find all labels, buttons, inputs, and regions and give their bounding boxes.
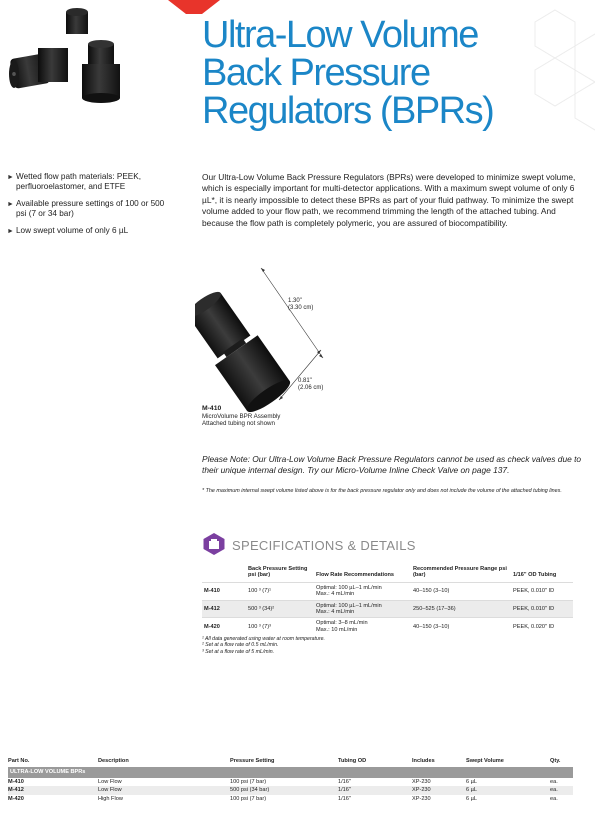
table-row: M-410 100 ³ (7)¹ Optimal: 100 µL–1 mL/min Max.: 4 mL/min 40–150 (3–10) PEEK, 0.010" ID (202, 582, 573, 600)
length-dimension: 1.30" (3.30 cm) (288, 298, 314, 311)
diameter-dimension: 0.81" (2.06 cm) (298, 378, 324, 391)
table-header-row: Part No. Description Pressure Setting Tubing OD Includes Swept Volume Qty. (8, 758, 561, 764)
diagram-caption: M-410 MicroVolume BPR Assembly Attached tubing not shown (202, 405, 352, 428)
feature-item: ► Wetted flow path materials: PEEK, perfluoroelastomer, and ETFE (7, 172, 141, 191)
specifications-footnotes: ¹ All data generated using water at room temperature. ² Set at a flow rate of 0.5 mL/min. ³ Set at a flow rate of 5 mL/min. (202, 636, 325, 655)
table-row: M-410 Low Flow 100 psi (7 bar) 1/16" XP-230 6 µL ea. (8, 778, 558, 785)
specifications-table (202, 566, 573, 635)
please-note-text: Please Note: Our Ultra-Low Volume Back Pressure Regulators cannot be used as check valves due to their unique internal design. Try our Micro-Volume Inline Check Valve on page 137. (202, 454, 582, 476)
feature-item: ► Available pressure settings of 100 or 500 psi (7 or 34 bar) (7, 199, 165, 218)
product-photo (2, 4, 150, 108)
page-title (202, 16, 582, 130)
table-header-row: Back Pressure Setting psi (bar) Flow Rate Recommendations Recommended Pressure Range psi (bar) 1/16" OD Tubing (248, 566, 557, 579)
title-line-2: Back Pressure (202, 52, 430, 94)
ordering-table (8, 758, 573, 804)
title-line-3: Regulators (BPRs) (202, 90, 494, 132)
table-row: M-420 100 ³ (7)³ Optimal: 3–8 mL/min Max.: 10 mL/min 40–150 (3–10) PEEK, 0.020" ID (202, 618, 573, 635)
table-row: M-420 High Flow 100 psi (7 bar) 1/16" XP-230 6 µL ea. (8, 796, 558, 803)
table-row: M-412 Low Flow 500 psi (34 bar) 1/16" XP-230 6 µL ea. (8, 786, 573, 795)
feature-list (6, 172, 166, 243)
triangle-bullet-icon: ► (7, 228, 14, 235)
dimension-diagram (195, 262, 365, 412)
triangle-bullet-icon: ► (7, 174, 14, 181)
table-row: M-412 500 ³ (34)² Optimal: 100 µL–1 mL/min Max.: 4 mL/min 250–525 (17–36) PEEK, 0.010" ID (202, 600, 573, 618)
volume-footnote: * The maximum internal swept volume listed above is for the back pressure regulator only and does not include the volume of the attached tubing lines. (202, 488, 562, 494)
title-line-1: Ultra-Low Volume (202, 14, 478, 56)
red-tab-decoration (168, 0, 220, 14)
intro-paragraph: Our Ultra-Low Volume Back Pressure Regulators (BPRs) were developed to minimize swept volume, which is especially important for multi-detector applications. With a maximum swept volume of only 6 µL*, it is nearly impossible to detect these BPRs as part of your fluid pathway. To minimize the swept volume added to your flow path, we recommend trimming the length of the attached tubing. And because the flow path is completely polymeric, you are assured of biocompatibility. (202, 172, 576, 228)
diagram-part-code: M-410 (202, 405, 222, 412)
specifications-cube-icon (202, 532, 226, 556)
feature-item: ► Low swept volume of only 6 µL (7, 226, 129, 235)
table-group-row: ULTRA-LOW VOLUME BPRs (8, 767, 573, 778)
triangle-bullet-icon: ► (7, 201, 14, 208)
specifications-heading: SPECIFICATIONS & DETAILS (232, 538, 416, 553)
